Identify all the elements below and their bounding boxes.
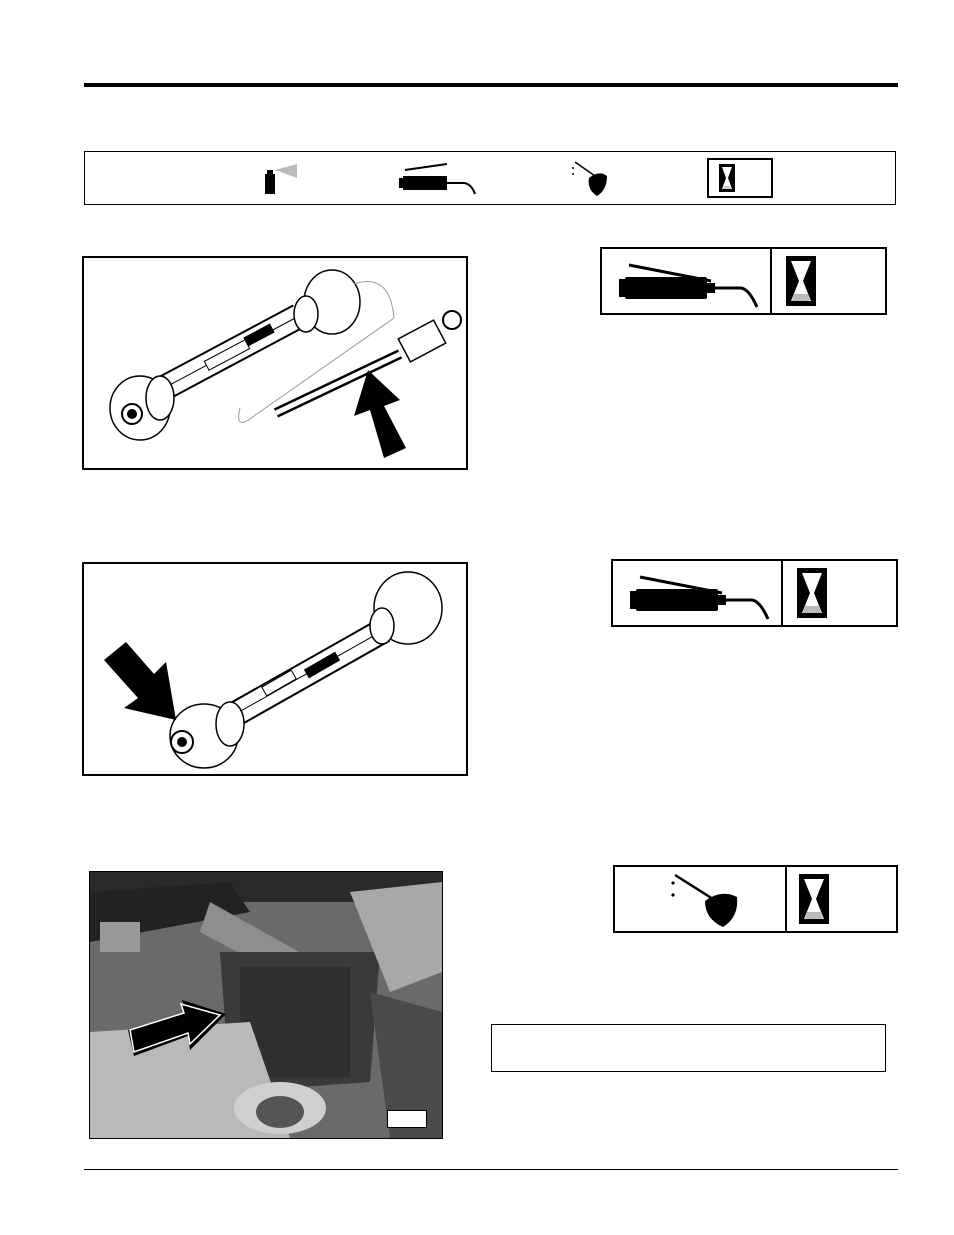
lubrication-legend <box>84 151 896 205</box>
hourglass-icon <box>799 874 829 924</box>
driveline-disassembled-illustration <box>84 258 466 468</box>
grease-gun-cell <box>613 561 781 625</box>
driveline-assembled-figure <box>82 562 468 776</box>
section-2-lubrication-icons <box>611 559 898 627</box>
hourglass-frame <box>707 158 773 198</box>
photo-id-tag <box>387 1110 427 1128</box>
section-3-lubrication-icons <box>613 865 898 933</box>
hourglass-icon <box>719 164 735 192</box>
section-1-lubrication-icons <box>600 247 887 315</box>
oil-can-icon <box>569 160 609 198</box>
hourglass-icon <box>797 568 827 618</box>
grease-gun-icon <box>611 253 761 309</box>
hourglass-icon <box>786 256 816 306</box>
oil-can-icon <box>655 869 745 929</box>
footer-rule <box>84 1169 898 1170</box>
header-rule <box>84 83 898 87</box>
oil-can-cell <box>615 867 785 931</box>
gearbox-photo-image <box>90 872 442 1138</box>
grease-gun-cell <box>602 249 770 313</box>
driveline-assembled-illustration <box>84 564 466 774</box>
spray-can-icon <box>263 162 299 196</box>
grease-gun-icon <box>397 162 479 196</box>
grease-gun-icon <box>622 565 772 621</box>
driveline-disassembled-figure <box>82 256 468 470</box>
hourglass-cell <box>785 867 896 931</box>
note-box <box>491 1024 886 1072</box>
hourglass-cell <box>770 249 885 313</box>
hourglass-cell <box>781 561 896 625</box>
gearbox-photo <box>89 871 443 1139</box>
